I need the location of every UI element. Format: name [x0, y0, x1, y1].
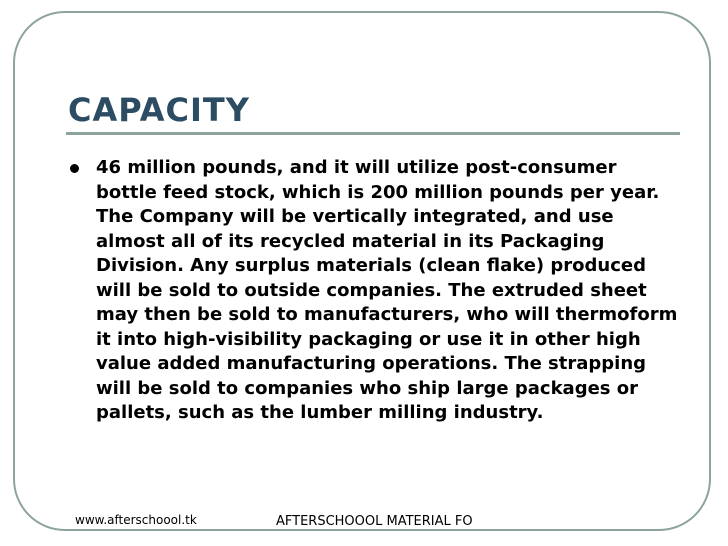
title-divider	[66, 132, 680, 135]
bullet-item	[68, 156, 683, 426]
bullet-text: 46 million pounds, and it will utilize post-consumer bottle feed stock, which is 200 million pounds per year. The Company will be vertically integrated, and use almost all of its recycled material in its Packaging Division. Any surplus materials (clean flake) produced will be sold to outside companies. The extruded sheet may then be sold to manufacturers, who will thermoform it into high-visibility packaging or use it in other high value added manufacturing operations. The strapping will be sold to companies who ship large packages or pallets, such as the lumber milling industry.	[96, 157, 678, 423]
bullet-dot-icon	[70, 164, 79, 173]
bullet-list	[68, 156, 683, 426]
footer-website: www.afterschoool.tk	[75, 513, 197, 527]
footer-center-text: AFTERSCHOOOL MATERIAL FO	[276, 514, 473, 529]
slide-title: CAPACITY	[68, 91, 250, 129]
